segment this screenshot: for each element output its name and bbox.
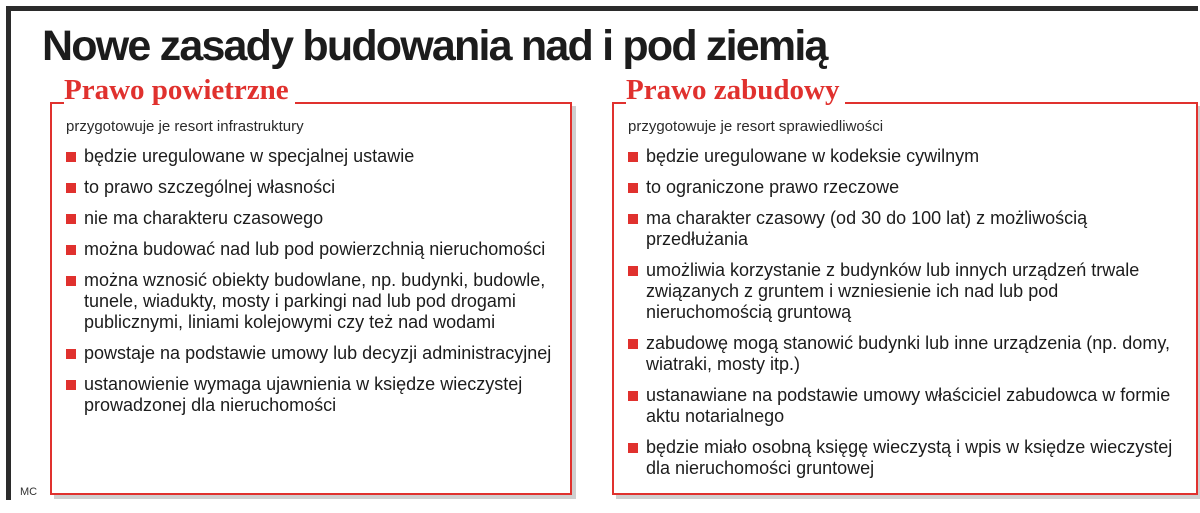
panel-prawo-powietrzne — [50, 74, 572, 495]
item-text: ustanawiane na podstawie umowy właściciel zabudowca w formie aktu notarialnego — [646, 385, 1171, 426]
item-text: powstaje na podstawie umowy lub decyzji administracyjnej — [84, 343, 552, 363]
list-item — [628, 208, 1186, 250]
item-text: ustanowienie wymaga ujawnienia w księdze wieczystej prowadzonej dla nieruchomości — [84, 374, 523, 415]
item-text: można wznosić obiekty budowlane, np. budynki, budowle, tunele, wiadukty, mosty i parkingi nad lub pod drogami publicznymi, liniami kolejowymi czy też nad wodami — [84, 270, 546, 332]
panel-title: Prawo powietrzne — [64, 74, 295, 106]
item-text: to prawo szczególnej własności — [84, 177, 336, 197]
list-item — [628, 385, 1186, 427]
header-rule-left — [612, 102, 626, 104]
item-text: umożliwia korzystanie z budynków lub innych urządzeń trwale związanych z gruntem i wzniesienie ich nad lub pod nieruchomością gruntową — [646, 260, 1140, 322]
item-list — [628, 146, 1186, 489]
square-bullet-icon — [628, 152, 638, 162]
list-item — [628, 437, 1186, 479]
header-rule-left — [50, 102, 64, 104]
list-item — [66, 239, 560, 260]
panel-header — [612, 74, 1198, 106]
item-text: zabudowę mogą stanowić budynki lub inne urządzenia (np. domy, wiatraki, mosty itp.) — [646, 333, 1170, 374]
item-text: będzie miało osobną księgę wieczystą i wpis w księdze wieczystej dla nieruchomości gruntowej — [646, 437, 1173, 478]
author-credit: MC — [20, 486, 38, 498]
panel-subtitle: przygotowuje je resort sprawiedliwości — [628, 118, 884, 135]
square-bullet-icon — [66, 380, 76, 390]
list-item — [66, 374, 560, 416]
square-bullet-icon — [66, 276, 76, 286]
item-text: będzie uregulowane w kodeksie cywilnym — [646, 146, 980, 166]
frame-top-rule — [6, 6, 1198, 11]
square-bullet-icon — [628, 339, 638, 349]
list-item — [628, 177, 1186, 198]
list-item — [628, 333, 1186, 375]
item-text: można budować nad lub pod powierzchnią nieruchomości — [84, 239, 546, 259]
panel-prawo-zabudowy — [612, 74, 1198, 495]
list-item — [66, 208, 560, 229]
panel-title: Prawo zabudowy — [626, 74, 845, 106]
frame-left-rule — [6, 6, 11, 500]
square-bullet-icon — [66, 183, 76, 193]
square-bullet-icon — [628, 183, 638, 193]
list-item — [628, 146, 1186, 167]
item-text: to ograniczone prawo rzeczowe — [646, 177, 900, 197]
item-list — [66, 146, 560, 426]
square-bullet-icon — [66, 349, 76, 359]
list-item — [66, 270, 560, 333]
square-bullet-icon — [66, 214, 76, 224]
list-item — [66, 177, 560, 198]
header-rule — [295, 102, 572, 104]
square-bullet-icon — [628, 266, 638, 276]
square-bullet-icon — [66, 245, 76, 255]
item-text: będzie uregulowane w specjalnej ustawie — [84, 146, 415, 166]
panel-subtitle: przygotowuje je resort infrastruktury — [66, 118, 304, 135]
panel-header — [50, 74, 572, 106]
list-item — [628, 260, 1186, 323]
square-bullet-icon — [628, 214, 638, 224]
list-item — [66, 146, 560, 167]
item-text: ma charakter czasowy (od 30 do 100 lat) z możliwością przedłużania — [646, 208, 1088, 249]
square-bullet-icon — [66, 152, 76, 162]
header-rule — [845, 102, 1198, 104]
list-item — [66, 343, 560, 364]
page-title: Nowe zasady budowania nad i pod ziemią — [42, 22, 827, 70]
square-bullet-icon — [628, 443, 638, 453]
item-text: nie ma charakteru czasowego — [84, 208, 324, 228]
square-bullet-icon — [628, 391, 638, 401]
